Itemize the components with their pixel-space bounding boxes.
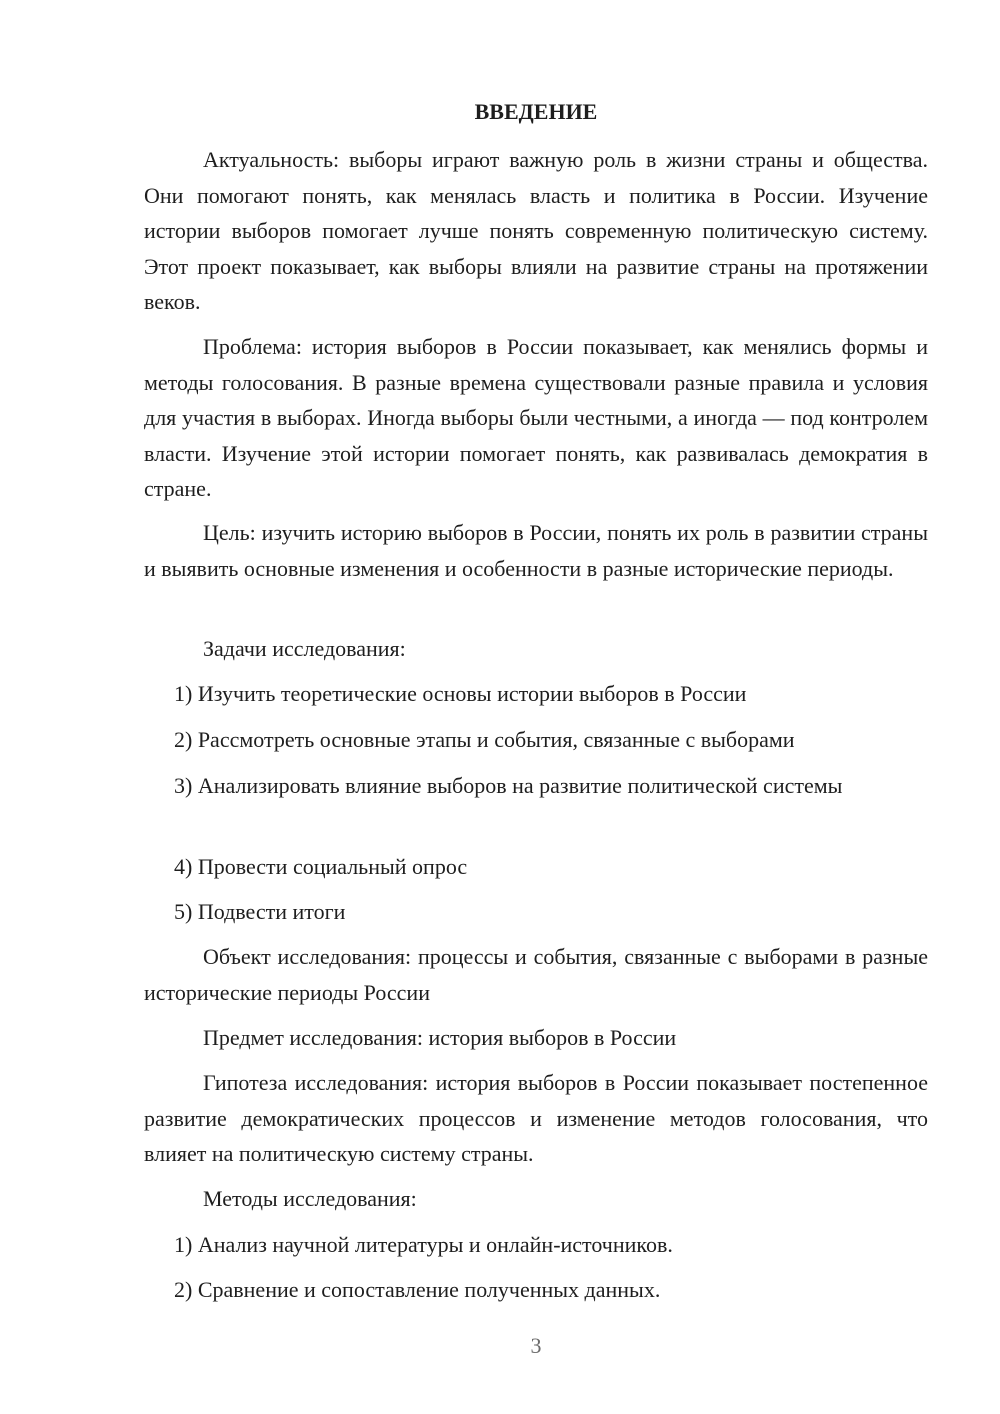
page-title: ВВЕДЕНИЕ xyxy=(474,99,598,124)
methods-heading: Методы исследования: xyxy=(203,1186,417,1211)
task-item-5: 5) Подвести итоги xyxy=(174,899,346,924)
subject-paragraph: Предмет исследования: история выборов в России xyxy=(203,1025,677,1050)
task-item-3: 3) Анализировать влияние выборов на развитие политической системы xyxy=(174,773,843,798)
task-item-4: 4) Провести социальный опрос xyxy=(174,854,468,879)
hypothesis-paragraph: Гипотеза исследования: история выборов в России показывает постепенное развитие демократических процессов и изменение методов голосования, что влияет на политическую систему страны. xyxy=(144,1070,928,1166)
object-paragraph: Объект исследования: процессы и события, связанные с выборами в разные исторические периоды России xyxy=(144,944,928,1005)
method-item-1: 1) Анализ научной литературы и онлайн-источников. xyxy=(174,1232,673,1257)
problem-paragraph: Проблема: история выборов в России показывает, как менялись формы и методы голосования. В разные времена существовали разные правила и условия для участия в выборах. Иногда выборы были честными, а иногда — под контролем власти. Изучение этой истории помогает понять, как развивалась демократия в стране. xyxy=(144,334,928,501)
tasks-heading: Задачи исследования: xyxy=(203,636,406,661)
relevance-paragraph: Актуальность: выборы играют важную роль в жизни страны и общества. Они помогают понять, как менялась власть и политика в России. Изучение истории выборов помогает лучше понять современную политическую систему. Этот проект показывает, как выборы влияли на развитие страны на протяжении веков. xyxy=(144,147,928,314)
goal-paragraph: Цель: изучить историю выборов в России, понять их роль в развитии страны и выявить основные изменения и особенности в разные исторические периоды. xyxy=(144,520,928,581)
task-item-1: 1) Изучить теоретические основы истории выборов в России xyxy=(174,681,747,706)
task-item-2: 2) Рассмотреть основные этапы и события, связанные с выборами xyxy=(174,727,795,752)
page-number: 3 xyxy=(530,1333,542,1358)
method-item-2: 2) Сравнение и сопоставление полученных данных. xyxy=(174,1277,661,1302)
